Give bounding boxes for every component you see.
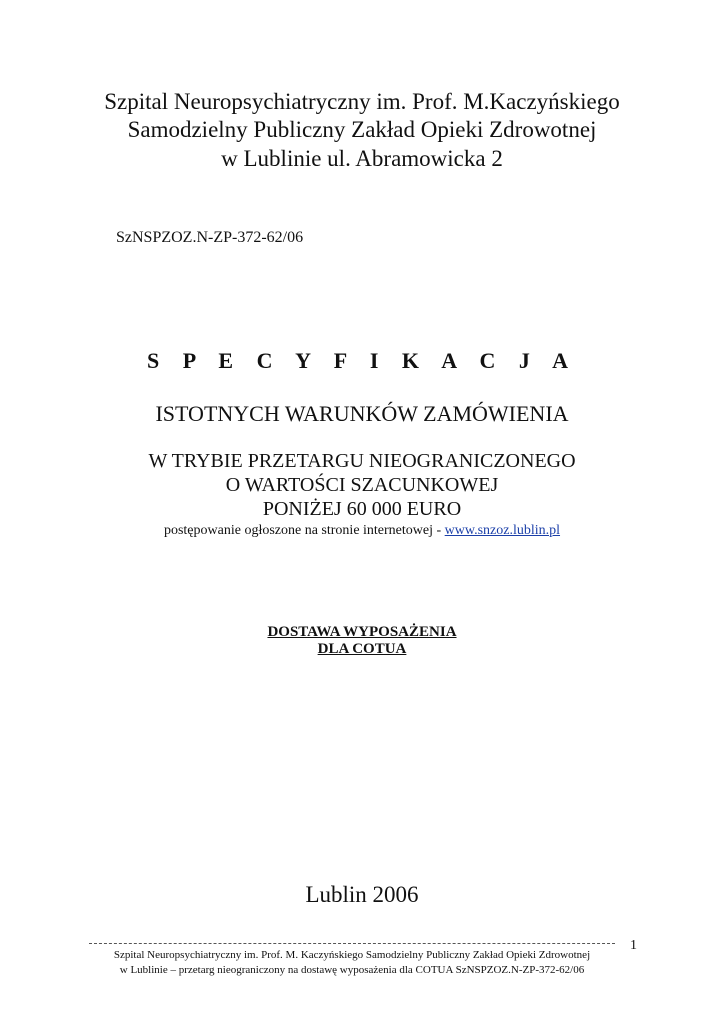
subject-line-2: DLA COTUA <box>317 641 407 657</box>
institution-type: Samodzielny Publiczny Zakład Opieki Zdrowotnej <box>127 117 597 142</box>
announcement-text: postępowanie ogłoszone na stronie internetowej - <box>163 523 445 538</box>
announcement-note <box>0 523 724 539</box>
document-title: S P E C Y F I K A C J A <box>146 348 578 373</box>
document-subtitle: ISTOTNYCH WARUNKÓW ZAMÓWIENIA <box>155 401 569 426</box>
page-number: 1 <box>630 938 637 953</box>
place-and-date: Lublin 2006 <box>305 882 419 907</box>
hospital-address: w Lublinie ul. Abramowicka 2 <box>221 146 503 171</box>
footer-line-2: w Lublinie – przetarg nieograniczony na dostawę wyposażenia dla COTUA SzNSPZOZ.N-ZP-372-62/06 <box>119 964 585 976</box>
website-link[interactable]: www.snzoz.lublin.pl <box>444 523 561 538</box>
reference-number: SzNSPZOZ.N-ZP-372-62/06 <box>116 229 304 246</box>
procedure-line-2: O WARTOŚCI SZACUNKOWEJ <box>225 474 499 496</box>
footer-divider <box>89 943 615 944</box>
subject-line-1: DOSTAWA WYPOSAŻENIA <box>267 624 457 640</box>
hospital-name: Szpital Neuropsychiatryczny im. Prof. M.Kaczyńskiego <box>104 89 620 114</box>
procedure-line-3: PONIŻEJ 60 000 EURO <box>262 498 462 520</box>
procedure-line-1: W TRYBIE PRZETARGU NIEOGRANICZONEGO <box>148 450 576 472</box>
footer-line-1: Szpital Neuropsychiatryczny im. Prof. M. Kaczyńskiego Samodzielny Publiczny Zakład Opieki Zdrowotnej <box>113 949 591 961</box>
